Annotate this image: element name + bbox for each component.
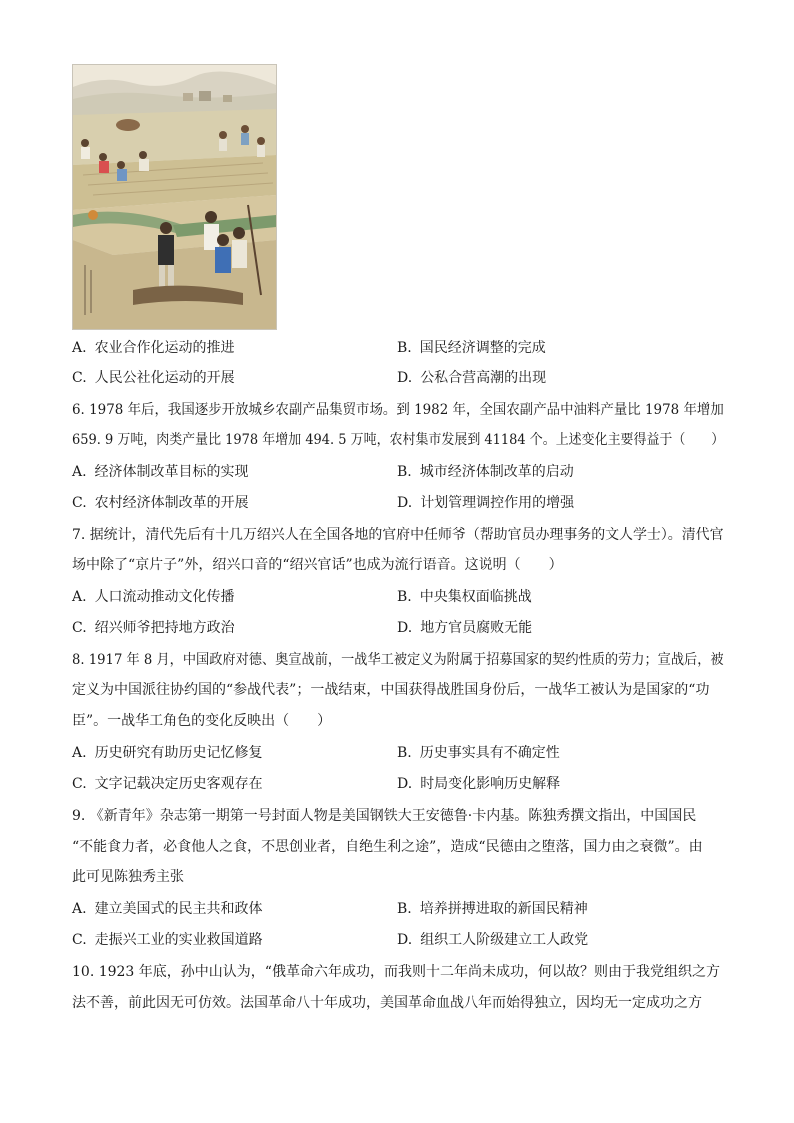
option-key: A. bbox=[72, 464, 87, 480]
q8-stem-line-2: 定义为中国派往协约国的“参战代表”；一战结束，中国获得战胜国身份后，一战华工被认为是国家的“功 bbox=[72, 682, 710, 698]
q7-option-a[interactable] bbox=[72, 587, 235, 607]
option-text: 农村经济体制改革的开展 bbox=[94, 495, 249, 511]
option-text: 走振兴工业的实业救国道路 bbox=[94, 932, 263, 948]
option-key: D. bbox=[397, 932, 413, 948]
option-key: C. bbox=[72, 370, 87, 386]
option-text: 组织工人阶级建立工人政党 bbox=[420, 932, 589, 948]
farm-painting-image bbox=[72, 64, 277, 330]
option-key: A. bbox=[72, 589, 87, 605]
q6-stem-line-1: 6. 1978 年后，我国逐步开放城乡农副产品集贸市场。到 1982 年，全国农副产品中油料产量比 1978 年增加 bbox=[72, 402, 724, 418]
q9-option-a[interactable] bbox=[72, 899, 263, 919]
option-key: D. bbox=[397, 370, 413, 386]
option-key: C. bbox=[72, 932, 87, 948]
q9-option-b[interactable] bbox=[397, 899, 588, 919]
option-text: 文字记载决定历史客观存在 bbox=[94, 776, 263, 792]
q9-option-c[interactable] bbox=[72, 930, 263, 950]
q6-option-d[interactable] bbox=[397, 493, 574, 513]
option-text: 公私合营高潮的出现 bbox=[420, 370, 547, 386]
option-text: 地方官员腐败无能 bbox=[420, 620, 533, 636]
option-key: A. bbox=[72, 745, 87, 761]
q5-option-c[interactable] bbox=[72, 368, 235, 388]
option-key: C. bbox=[72, 495, 87, 511]
q8-option-c[interactable] bbox=[72, 774, 263, 794]
q9-stem-line-3: 此可见陈独秀主张 bbox=[72, 869, 184, 885]
option-text: 计划管理调控作用的增强 bbox=[420, 495, 575, 511]
option-key: C. bbox=[72, 776, 87, 792]
option-text: 建立美国式的民主共和政体 bbox=[94, 901, 263, 917]
option-key: B. bbox=[397, 745, 412, 761]
q9-stem-line-2: “不能食力者，必食他人之食，不思创业者，自绝生利之途”，造成“民德由之堕落，国力由之衰微”。由 bbox=[72, 839, 703, 855]
q8-option-d[interactable] bbox=[397, 774, 560, 794]
option-key: B. bbox=[397, 340, 412, 356]
q7-stem-line-2: 场中除了“京片子”外，绍兴口音的“绍兴官话”也成为流行语音。这说明（ ） bbox=[72, 557, 563, 573]
q5-option-b[interactable] bbox=[397, 338, 546, 358]
option-text: 农业合作化运动的推进 bbox=[94, 340, 235, 356]
q10-stem-line-1: 10. 1923 年底，孙中山认为，“俄革命六年成功，而我则十二年尚未成功，何以故？则由于我党组织之方 bbox=[72, 964, 720, 980]
q8-option-a[interactable] bbox=[72, 743, 263, 763]
option-text: 人民公社化运动的开展 bbox=[94, 370, 235, 386]
painting-illustration bbox=[73, 65, 276, 329]
q8-stem-line-1: 8. 1917 年 8 月，中国政府对德、奥宣战前，一战华工被定义为附属于招募国家的契约性质的劳力；宣战后，被 bbox=[72, 652, 724, 668]
option-key: D. bbox=[397, 620, 413, 636]
q6-option-c[interactable] bbox=[72, 493, 249, 513]
option-key: A. bbox=[72, 901, 87, 917]
option-text: 经济体制改革目标的实现 bbox=[94, 464, 249, 480]
q6-stem-line-2: 659. 9 万吨，肉类产量比 1978 年增加 494. 5 万吨，农村集市发展到 41184 个。上述变化主要得益于（ ） bbox=[72, 432, 725, 448]
q7-option-d[interactable] bbox=[397, 618, 532, 638]
option-text: 绍兴师爷把持地方政治 bbox=[94, 620, 235, 636]
q9-stem-line-1: 9. 《新青年》杂志第一期第一号封面人物是美国钢铁大王安德鲁·卡内基。陈独秀撰文指出，中国国民 bbox=[72, 808, 697, 824]
q10-stem-line-2: 法不善，前此因无可仿效。法国革命八十年成功，美国革命血战八年而始得独立，因均无一定成功之方 bbox=[72, 995, 702, 1011]
q7-stem-line-1: 7. 据统计，清代先后有十几万绍兴人在全国各地的官府中任师爷（帮助官员办理事务的文人学士）。清代官 bbox=[72, 527, 724, 543]
option-text: 人口流动推动文化传播 bbox=[94, 589, 235, 605]
option-text: 城市经济体制改革的启动 bbox=[419, 464, 574, 480]
option-key: A. bbox=[72, 340, 87, 356]
option-key: B. bbox=[397, 464, 412, 480]
option-key: B. bbox=[397, 901, 412, 917]
option-text: 历史事实具有不确定性 bbox=[419, 745, 560, 761]
option-text: 中央集权面临挑战 bbox=[419, 589, 532, 605]
q9-option-d[interactable] bbox=[397, 930, 588, 950]
q8-option-b[interactable] bbox=[397, 743, 560, 763]
q5-option-d[interactable] bbox=[397, 368, 546, 388]
option-text: 时局变化影响历史解释 bbox=[420, 776, 561, 792]
q7-option-c[interactable] bbox=[72, 618, 235, 638]
option-key: D. bbox=[397, 776, 413, 792]
option-key: B. bbox=[397, 589, 412, 605]
option-key: C. bbox=[72, 620, 87, 636]
q5-option-a[interactable] bbox=[72, 338, 235, 358]
q7-option-b[interactable] bbox=[397, 587, 532, 607]
option-text: 培养拼搏进取的新国民精神 bbox=[419, 901, 588, 917]
q8-stem-line-3: 臣”。一战华工角色的变化反映出（ ） bbox=[72, 713, 332, 729]
option-key: D. bbox=[397, 495, 413, 511]
option-text: 国民经济调整的完成 bbox=[419, 340, 546, 356]
q6-option-a[interactable] bbox=[72, 462, 249, 482]
option-text: 历史研究有助历史记忆修复 bbox=[94, 745, 263, 761]
q6-option-b[interactable] bbox=[397, 462, 574, 482]
